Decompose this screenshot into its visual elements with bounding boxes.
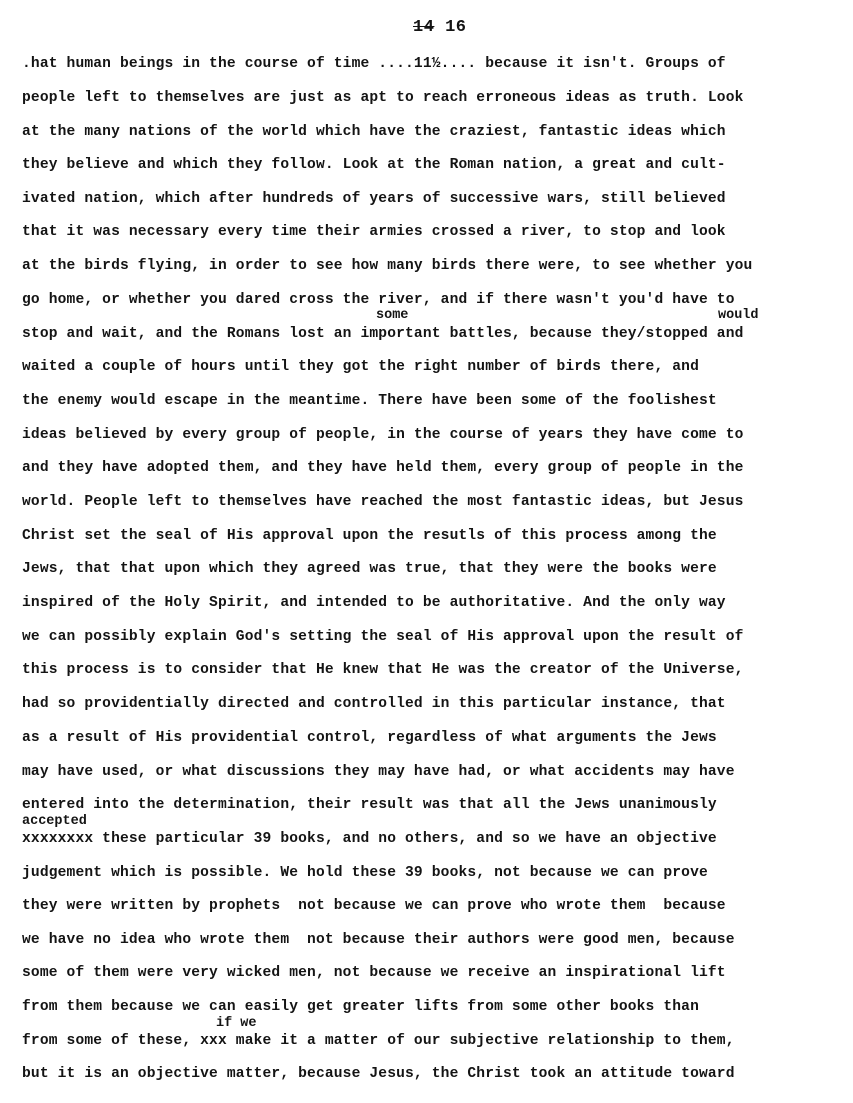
text-line: at the birds flying, in order to see how many birds there were, to see whether you — [22, 258, 753, 274]
text-line: judgement which is possible. We hold these 39 books, not because we can prove — [22, 865, 708, 881]
text-line: they believe and which they follow. Look at the Roman nation, a great and cult- — [22, 157, 726, 173]
text-line: the enemy would escape in the meantime. There have been some of the foolishest — [22, 393, 717, 409]
text-line: we can possibly explain God's setting the seal of His approval upon the result of — [22, 629, 744, 645]
text-line: Christ set the seal of His approval upon the resutls of this process among the — [22, 528, 717, 544]
text-line: as a result of His providential control, regardless of what arguments the Jews — [22, 730, 717, 746]
text-line: from them because we can easily get greater lifts from some other books than — [22, 999, 699, 1015]
text-line: Jews, that that upon which they agreed was true, that they were the books were — [22, 561, 717, 577]
text-line: that it was necessary every time their armies crossed a river, to stop and look — [22, 224, 726, 240]
text-line: had so providentially directed and controlled in this particular instance, that — [22, 696, 726, 712]
text-line: may have used, or what discussions they may have had, or what accidents may have — [22, 764, 735, 780]
interlinear-insertion-would: would — [718, 308, 759, 323]
text-line: waited a couple of hours until they got the right number of birds there, and — [22, 359, 699, 375]
text-line: at the many nations of the world which have the craziest, fantastic ideas which — [22, 124, 726, 140]
text-line: but it is an objective matter, because Jesus, the Christ took an attitude toward — [22, 1066, 735, 1082]
text-line: entered into the determination, their result was that all the Jews unanimously — [22, 797, 717, 813]
text-line: they were written by prophets not because we can prove who wrote them because — [22, 898, 726, 914]
text-line: people left to themselves are just as apt to reach erroneous ideas as truth. Look — [22, 90, 744, 106]
text-line: inspired of the Holy Spirit, and intended to be authoritative. And the only way — [22, 595, 726, 611]
page-number — [413, 18, 467, 37]
page-number-current: 16 — [445, 18, 467, 37]
text-line: ideas believed by every group of people, in the course of years they have come to — [22, 427, 744, 443]
text-line: and they have adopted them, and they have held them, every group of people in the — [22, 460, 744, 476]
text-line: stop and wait, and the Romans lost an important battles, because they/stopped and — [22, 326, 744, 342]
text-line: from some of these, xxx make it a matter of our subjective relationship to them, — [22, 1033, 735, 1049]
page-number-struck: 14 — [413, 18, 435, 37]
interlinear-insertion-if-we: if we — [216, 1016, 257, 1031]
text-line: .hat human beings in the course of time ....11½.... because it isn't. Groups of — [22, 56, 726, 72]
text-line: we have no idea who wrote them not because their authors were good men, because — [22, 932, 735, 948]
text-line: this process is to consider that He knew that He was the creator of the Universe, — [22, 662, 744, 678]
text-line: go home, or whether you dared cross the river, and if there wasn't you'd have to — [22, 292, 735, 308]
text-line: ivated nation, which after hundreds of years of successive wars, still believed — [22, 191, 726, 207]
text-line: some of them were very wicked men, not because we receive an inspirational lift — [22, 965, 726, 981]
text-line: world. People left to themselves have reached the most fantastic ideas, but Jesus — [22, 494, 744, 510]
interlinear-insertion-accepted: accepted — [22, 814, 87, 829]
text-line: xxxxxxxx these particular 39 books, and no others, and so we have an objective — [22, 831, 717, 847]
interlinear-insertion-some: some — [376, 308, 409, 323]
